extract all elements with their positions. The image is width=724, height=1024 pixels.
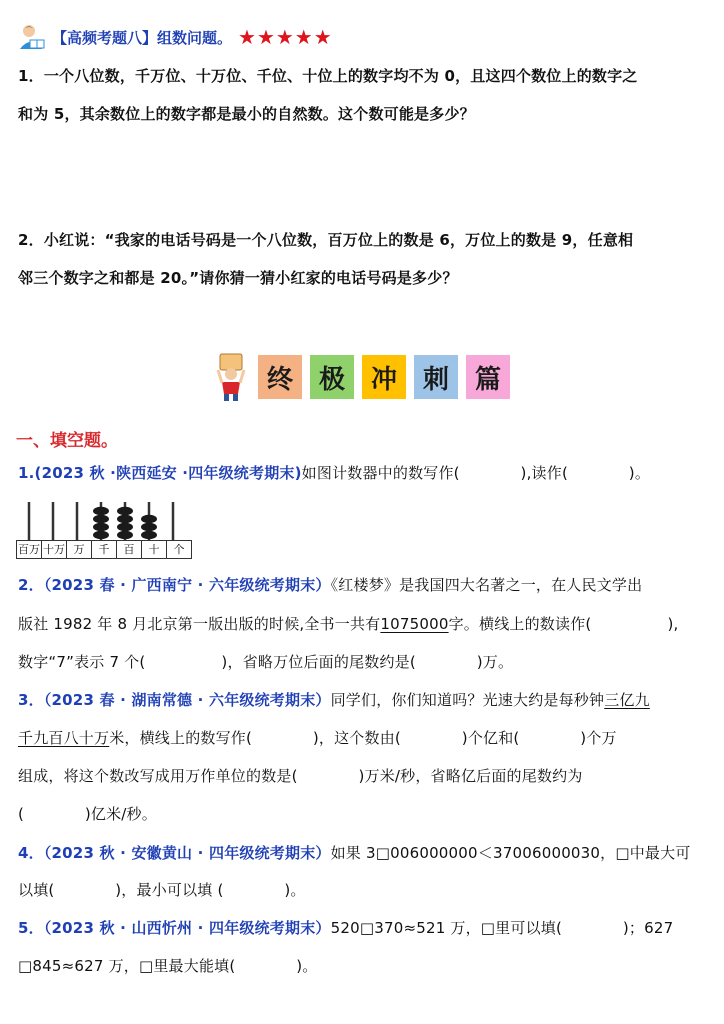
counting-abacus: [16, 496, 192, 560]
question-4-line-2: 以填( )，最小可以填 ( )。: [18, 881, 306, 899]
question-3-line-1: [18, 690, 710, 710]
problem-1-line-2: 和为 5，其余数位上的数字都是最小的自然数。这个数可能是多少？: [18, 105, 475, 123]
rating-stars: ★★★★★: [238, 25, 333, 49]
abacus-place-labels: [16, 540, 192, 559]
abacus-bead: [93, 507, 109, 515]
place-label: 十: [142, 541, 167, 558]
reading-student-icon: [16, 23, 46, 51]
abacus-bead: [117, 507, 133, 515]
problem-1-line-1: 1．一个八位数，千万位、十万位、千位、十位上的数字均不为 0，且这四个数位上的数字之: [18, 67, 638, 85]
question-2-line-2: [18, 614, 710, 634]
question-4-line-1: [18, 843, 710, 863]
question-5-text: 520□370≈521 万，□里可以填( )；627: [330, 919, 674, 937]
banner-char-2: 极: [310, 355, 354, 399]
question-3-text: 同学们，你们知道吗？光速大约是每秒钟: [330, 691, 605, 709]
abacus-bead: [117, 515, 133, 523]
abacus-bead: [93, 531, 109, 539]
question-3-line-2: [18, 728, 710, 748]
abacus-bead: [93, 515, 109, 523]
place-label: 百: [117, 541, 142, 558]
problem-2-line-2: 邻三个数字之和都是 20。”请你猜一猜小红家的电话号码是多少？: [18, 269, 458, 287]
question-4-text: 如果 3□006000000＜37006000030，□中最大可: [330, 844, 691, 862]
place-label: 十万: [43, 543, 65, 556]
question-4-source: 4．（2023 秋 · 安徽黄山 · 四年级统考期末）: [18, 844, 331, 862]
abacus-bead: [141, 515, 157, 523]
question-2-source: 2．（2023 春 · 广西南宁 · 六年级统考期末）: [18, 576, 331, 594]
mascot-icon: [212, 352, 250, 402]
banner-char-3: 冲: [362, 355, 406, 399]
abacus-bead: [141, 523, 157, 531]
question-1-source: 1.(2023 秋 ·陕西延安 ·四年级统考期末): [18, 464, 302, 482]
question-1: [18, 463, 710, 483]
question-3-line-3: 组成，将这个数改写成用万作单位的数是( )万米/秒，省略亿后面的尾数约为: [18, 767, 583, 785]
abacus-bead: [117, 523, 133, 531]
question-2-text: 《红楼梦》是我国四大名著之一，在人民文学出: [330, 576, 643, 594]
section-title: 一、填空题。: [16, 431, 118, 451]
section-header: [16, 24, 333, 50]
question-3-line-4: ( )亿米/秒。: [18, 805, 157, 823]
banner-char-5: 篇: [466, 355, 510, 399]
place-label: 个: [173, 543, 185, 556]
question-1-text: 如图计数器中的数写作( ),读作( )。: [301, 464, 651, 482]
underlined-number: 1075000: [380, 615, 449, 633]
question-2-text: 字。横线上的数读作( ),: [448, 615, 679, 633]
underlined-number: 千九百八十万: [18, 729, 110, 747]
abacus-bead: [117, 531, 133, 539]
banner-char-4: 刺: [414, 355, 458, 399]
abacus-bead: [93, 523, 109, 531]
question-5-line-1: [18, 918, 710, 938]
banner-char-1: 终: [258, 355, 302, 399]
question-5-source: 5．（2023 秋 · 山西忻州 · 四年级统考期末）: [18, 919, 331, 937]
question-3-source: 3．（2023 春 · 湖南常德 · 六年级统考期末）: [18, 691, 331, 709]
place-label: 万: [67, 541, 92, 558]
question-2-line-1: [18, 575, 710, 595]
question-3-text: 米，横线上的数写作( )，这个数由( )个亿和( )个万: [109, 729, 617, 747]
header-title: 【高频考题八】组数问题。: [52, 28, 233, 47]
question-2-line-3: 数字“7”表示 7 个( )，省略万位后面的尾数约是( )万。: [18, 653, 514, 671]
place-label: 千: [92, 541, 117, 558]
final-sprint-banner: [212, 352, 510, 402]
abacus-bead: [141, 531, 157, 539]
question-2-text: 版社 1982 年 8 月北京第一版出版的时候,全书一共有: [18, 615, 381, 633]
question-5-line-2: □845≈627 万，□里最大能填( )。: [18, 957, 318, 975]
abacus-rods: [16, 496, 192, 542]
underlined-number: 三亿九: [604, 691, 650, 709]
place-label: 百万: [18, 543, 40, 556]
problem-2-line-1: 2．小红说：“我家的电话号码是一个八位数，百万位上的数是 6，万位上的数是 9，任意相: [18, 231, 634, 249]
